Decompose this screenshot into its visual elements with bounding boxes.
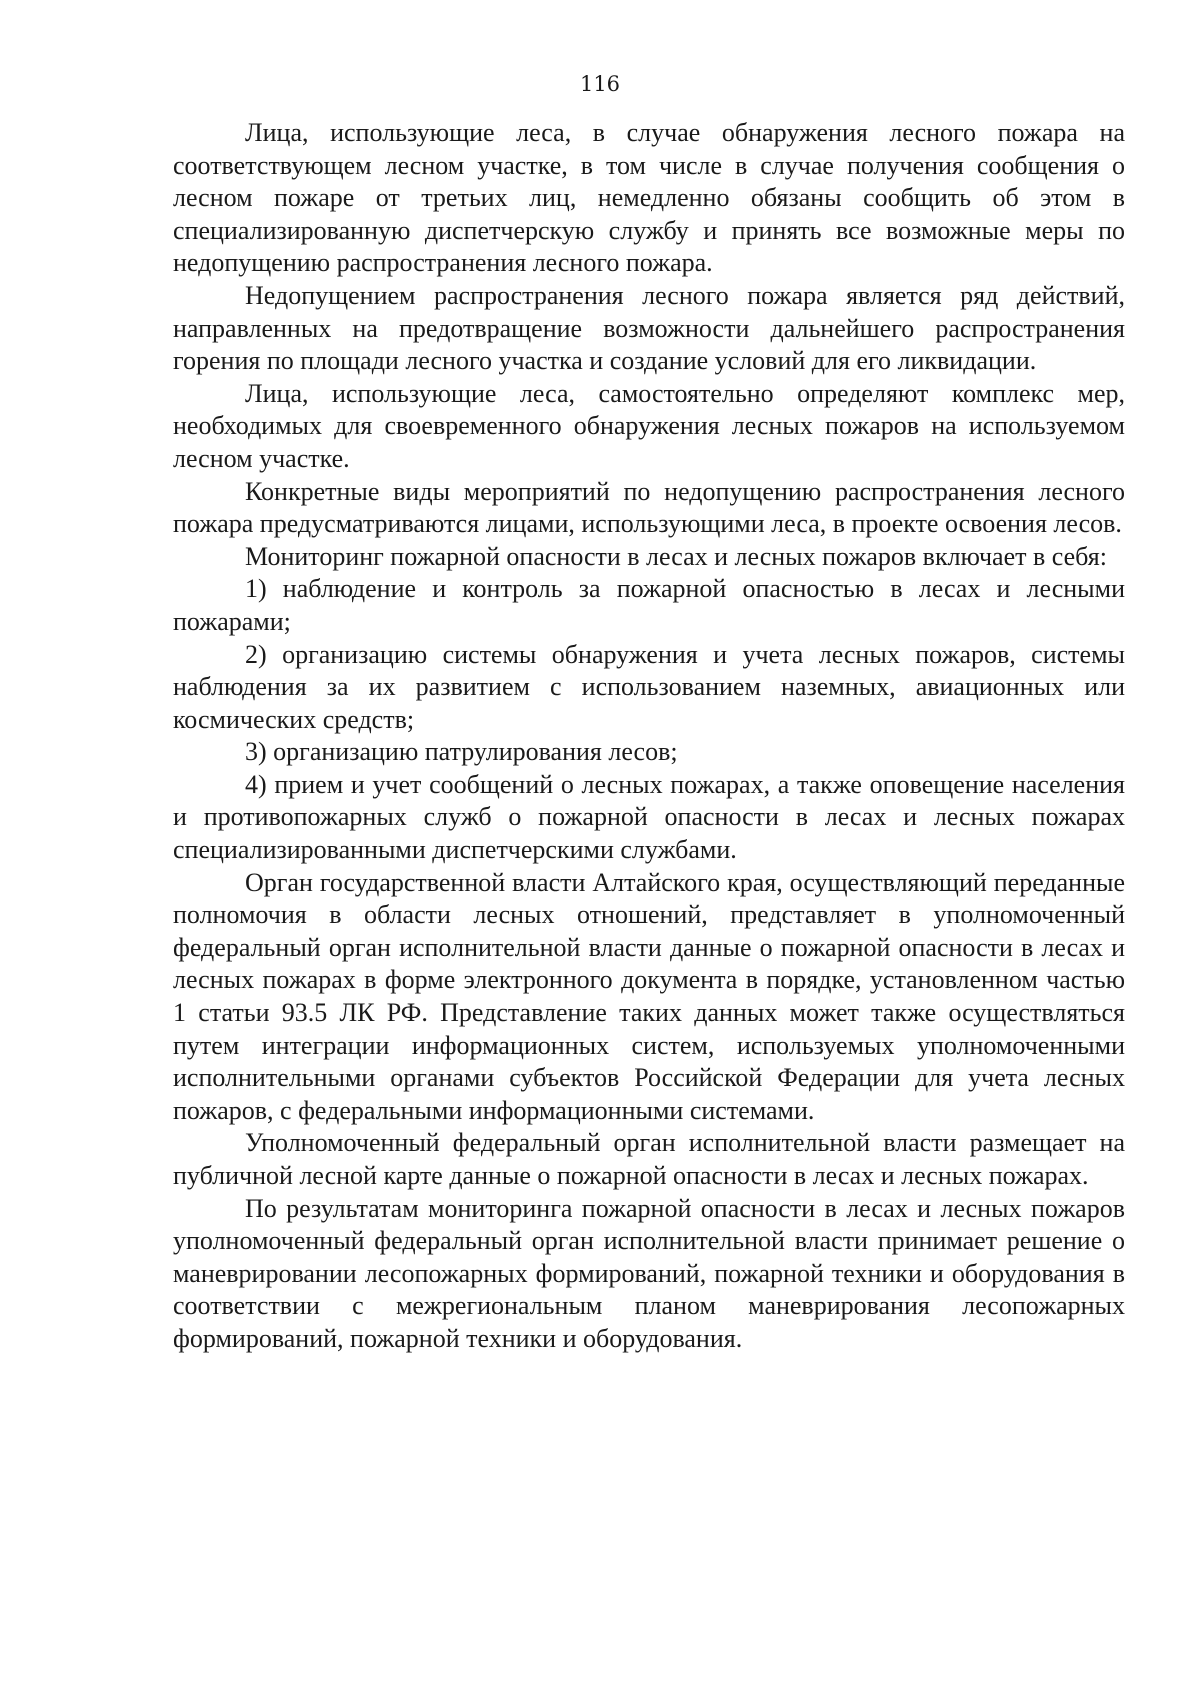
paragraph: Конкретные виды мероприятий по недопущению распространения лесного пожара предусматриваются лицами, использующими леса, в проекте освоения лесов.: [173, 476, 1125, 539]
paragraph: Уполномоченный федеральный орган исполнительной власти размещает на публичной лесной карте данные о пожарной опасности в лесах и лесных пожарах.: [173, 1128, 1125, 1190]
list-item: 4) прием и учет сообщений о лесных пожарах, а также оповещение населения и противопожарных служб о пожарной опасности в лесах и лесных пожарах специализированными диспетчерскими службами.: [173, 769, 1125, 865]
paragraph: По результатам мониторинга пожарной опасности в лесах и лесных пожаров уполномоченный федеральный орган исполнительной власти принимает решение о маневрировании лесопожарных формирований, пожарной техники и оборудования в соответствии с межрегиональным планом маневрирования лесопожарных формирований, пожарной техники и оборудования.: [173, 1193, 1125, 1353]
page-number: 116: [579, 72, 621, 96]
paragraph: Лица, использующие леса, самостоятельно определяют комплекс мер, необходимых для своевременного обнаружения лесных пожаров на используемом лесном участке.: [173, 378, 1125, 473]
paragraph: Лица, использующие леса, в случае обнаружения лесного пожара на соответствующем лесном участке, в том числе в случае получения сообщения о лесном пожаре от третьих лиц, немедленно обязаны сообщить об этом в специализированную диспетчерскую службу и принять все возможные меры по недопущению распространения лесного пожара.: [173, 118, 1125, 278]
paragraph: Мониторинг пожарной опасности в лесах и лесных пожаров включает в себя:: [245, 541, 1107, 571]
list-item: 3) организацию патрулирования лесов;: [245, 737, 678, 767]
list-item: 2) организацию системы обнаружения и учета лесных пожаров, системы наблюдения за их развитием с использованием наземных, авиационных или космических средств;: [173, 639, 1125, 734]
list-item: 1) наблюдение и контроль за пожарной опасностью в лесах и лесными пожарами;: [173, 574, 1125, 636]
paragraph: Орган государственной власти Алтайского края, осуществляющий переданные полномочия в области лесных отношений, представляет в уполномоченный федеральный орган исполнительной власти данные о пожарной опасности в лесах и лесных пожарах в форме электронного документа в порядке, установленном частью 1 статьи 93.5 ЛК РФ. Представление таких данных может также осуществляться путем интеграции информационных систем, используемых уполномоченными исполнительными органами субъектов Российской Федерации для учета лесных пожаров, с федеральными информационными системами.: [173, 867, 1125, 1125]
document-body: [173, 117, 1125, 1356]
paragraph: Недопущением распространения лесного пожара является ряд действий, направленных на предотвращение возможности дальнейшего распространения горения по площади лесного участка и создание условий для его ликвидации.: [173, 280, 1125, 376]
